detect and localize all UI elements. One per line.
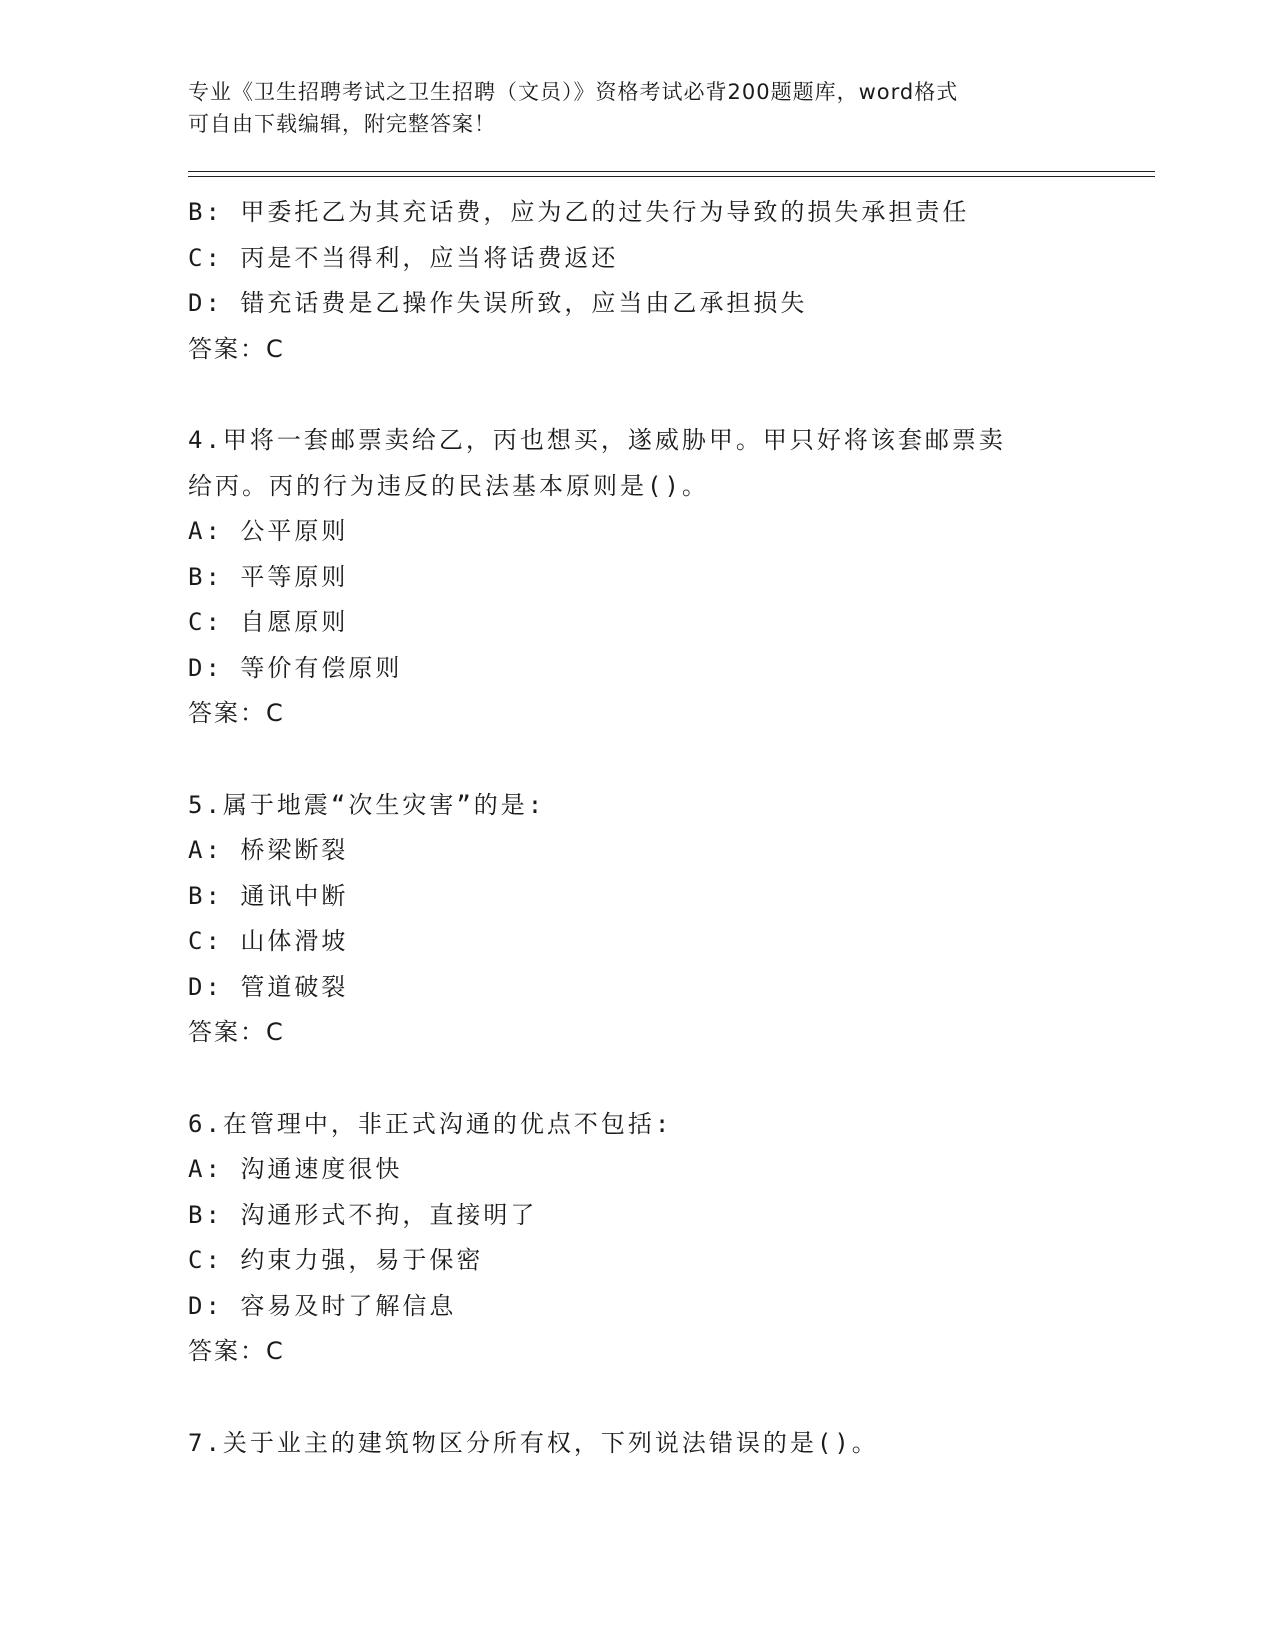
question-3-tail (188, 190, 1148, 372)
option-b: B: 甲委托乙为其充话费，应为乙的过失行为导致的损失承担责任 (188, 198, 970, 226)
question-list (188, 190, 1148, 1466)
option-d: D: 错充话费是乙操作失误所致，应当由乙承担损失 (188, 289, 808, 317)
option-a: A: 沟通速度很快 (188, 1155, 403, 1183)
question-7 (188, 1421, 1148, 1467)
option-b: B: 平等原则 (188, 562, 349, 591)
question-stem: 5.属于地震“次生灾害”的是: (188, 790, 546, 819)
question-4 (188, 418, 1148, 737)
option-b: B: 沟通形式不拘，直接明了 (188, 1200, 538, 1229)
spacer (188, 1375, 1148, 1421)
answer-line: 答案：C (188, 699, 285, 727)
answer-line: 答案：C (188, 334, 285, 363)
option-b: B: 通讯中断 (188, 881, 349, 910)
question-6 (188, 1102, 1148, 1375)
header-title-line-1: 专业《卫生招聘考试之卫生招聘（文员）》资格考试必背200题题库，word格式 (188, 80, 959, 104)
question-stem: 7.关于业主的建筑物区分所有权，下列说法错误的是()。 (188, 1428, 879, 1457)
question-stem-continued: 给丙。丙的行为违反的民法基本原则是()。 (188, 471, 709, 500)
question-5 (188, 783, 1148, 1056)
question-stem: 4.甲将一套邮票卖给乙，丙也想买，遂威胁甲。甲只好将该套邮票卖 (188, 426, 1006, 454)
question-stem: 6.在管理中，非正式沟通的优点不包括: (188, 1109, 673, 1138)
option-d: D: 等价有偿原则 (188, 653, 403, 682)
option-c: C: 山体滑坡 (188, 927, 349, 955)
option-d: D: 容易及时了解信息 (188, 1291, 457, 1320)
option-a: A: 桥梁断裂 (188, 836, 349, 864)
answer-line: 答案：C (188, 1337, 285, 1365)
option-c: C: 自愿原则 (188, 608, 349, 636)
spacer (188, 737, 1148, 783)
header-divider-top (188, 171, 1155, 172)
header-divider-bottom (188, 176, 1155, 177)
spacer (188, 1056, 1148, 1102)
option-d: D: 管道破裂 (188, 972, 349, 1001)
document-header (188, 76, 1088, 140)
option-c: C: 约束力强，易于保密 (188, 1246, 484, 1274)
spacer (188, 372, 1148, 418)
header-title-line-2: 可自由下载编辑，附完整答案！ (188, 112, 496, 136)
answer-line: 答案：C (188, 1018, 285, 1046)
option-a: A: 公平原则 (188, 517, 349, 545)
option-c: C: 丙是不当得利，应当将话费返还 (188, 243, 619, 272)
